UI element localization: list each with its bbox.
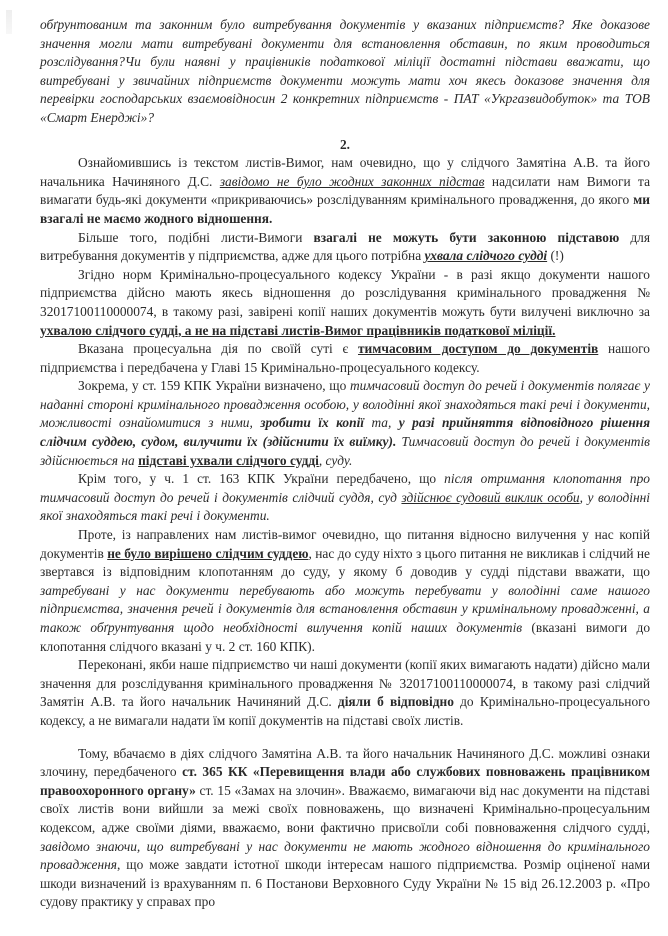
text-run: Тому, вбачаємо в діях слідчого Замятіна А.В. та його начальник Начиняного Д.С. можливі ознаки злочину, передбаченого	[40, 745, 650, 780]
intro-paragraph	[40, 16, 650, 128]
text-run: Ознайомившись із текстом листів-Вимог, нам очевидно, що у слідчого Замятіна А.В. та його начальника Начиняного Д.С.	[40, 155, 650, 189]
text-run: підставі ухвали слідчого судді	[138, 452, 319, 468]
text-run: Переконані, якби наше підприємство чи наші документи (копії яких вимагають надати) дійсно мали значення для розслідування кримінального провадження № 32017100110000074, в такому разі слідчий Замятін А.В. та його начальник Начиняний Д.С.	[40, 657, 650, 710]
text-run: обґрунтованим та законним було витребування документів у вказаних підприємств? Яке доказове значення могли мати витребувані документи для встановлення обставин, по яким проводиться розслідування?Чи були наявні у працівників податкової міліції достатні підстави вважати, що витребувані у звичайних підприємств документи можуть мати хоч якесь доказове значення для перевірки господарських взаємовідносин 2 конкретних підприємств - ПАТ «Укргазвидобуток» та ТОВ «Смарт Енерджі»?	[40, 17, 650, 125]
text-run: до Кримінально-процесуального кодексу, а не вимагали надати їм копії документів на підставі своїх листів.	[40, 694, 650, 728]
text-run: тимчасовим доступом до документів	[357, 341, 599, 357]
text-run: , що може завдати істотної шкоди інтересам нашого підприємства. Розмір оціненої нами шкоди визначений із врахуванням п. 6 Постанови Верховного Суду України № 15 від 26.12.2003 р. «Про судову практику у справах про	[40, 857, 650, 910]
text-run: взагалі не можуть бути законною підставою	[313, 229, 620, 245]
text-run: та,	[364, 415, 399, 431]
text-run: ми взагалі не маємо жодного відношення.	[40, 192, 650, 226]
text-run: після отримання клопотання про тимчасовий доступ до речей і документів слідчий суддя, суд	[40, 471, 650, 505]
text-run: діяли б відповідно	[337, 694, 454, 710]
text-run: ухвала слідчого судді	[424, 248, 548, 264]
text-run: не було вирішено слідчим суддею	[107, 545, 309, 561]
text-run: у разі прийняття відповідного рішення слідчим суддею, судом, вилучити їх (здійснити їх виїмку).	[40, 415, 651, 450]
scan-edge-mark	[6, 10, 12, 34]
paragraph-7	[40, 526, 650, 656]
text-run: (!)	[547, 248, 564, 264]
text-run: ст. 15 «Замах на злочин». Вважаємо, вимагаючи від нас документи на підставі своїх листів вони вийшли за межі своїх повноважень, що визначені Кримінально-процесуальним кодексом, адже своїми діями, вважаємо, вони фактично присвоїли собі повноваження слідчого судді,	[40, 782, 650, 835]
text-run: надсилати нам Вимоги та вимагати будь-які документи «прикриваючись» розслідуванням кримінального провадження, до якого	[40, 173, 651, 208]
paragraph-1	[40, 154, 650, 228]
paragraph-4	[40, 340, 650, 377]
text-run: , суду.	[318, 452, 353, 468]
text-run: , у володінні якої знаходяться такі речі і документи.	[40, 489, 650, 524]
paragraph-8	[40, 656, 650, 730]
text-run: затребувані у нас документи перебувають або можуть перебувати у володінні саме нашого підприємства, значення речей і документів для встановлення обставин у кримінальному провадженні, а також обґрунтування щодо необхідності вилучення копій наших документів	[40, 582, 650, 635]
text-run: здійснює судовий виклик особи	[401, 489, 580, 505]
text-run: (вказані вимоги до клопотання слідчого вказані у ч. 2 ст. 160 КПК).	[40, 620, 651, 654]
text-run: нашого підприємства і передбачена у Главі 15 Кримінально-процесуального кодексу.	[40, 341, 650, 375]
text-run: Вказана процесуальна дія по своїй суті є	[78, 341, 358, 357]
text-run: ухвалою слідчого судді, а не на підставі листів-Вимог працівників податкової міліції.	[40, 322, 556, 338]
paragraph-5	[40, 377, 650, 470]
text-run: Проте, із направлених нам листів-вимог очевидно, що питання відносно вилучення у нас копій документів	[40, 527, 650, 561]
paragraph-6	[40, 470, 650, 526]
section-number: 2.	[339, 136, 351, 152]
text-run: для витребування документів у підприємства, адже для цього потрібна	[40, 229, 650, 264]
text-run: зробити їх копії	[260, 415, 365, 431]
paragraph-3	[40, 266, 650, 340]
text-run: завідомо не було жодних законних підстав	[219, 173, 485, 189]
text-run: Зокрема, у ст. 159 КПК України визначено, що	[78, 378, 351, 394]
text-run: Крім того, у ч. 1 ст. 163 КПК України передбачено, що	[78, 471, 445, 487]
text-run: Тимчасовий доступ до речей і документів здійснюється на	[40, 434, 650, 468]
text-run: Згідно норм Кримінально-процесуального кодексу України - в разі якщо документи нашого підприємства дійсно мають якесь відношення до розслідування кримінального провадження № 32017100110000074, в такому разі, завірені копії наших документів можуть бути вилучені виключно за	[40, 266, 650, 319]
text-run: , нас до суду ніхто з цього питання не викликав і слідчий не звертався із відповідним клопотанням до суду, у якому б доводив у судді підстави вважати, що	[40, 545, 650, 580]
text-run: тимчасовий доступ до речей і документів полягає у наданні стороні кримінального провадження особою, у володінні якої знаходяться такі речі і документи, можливості ознайомитися з ними,	[40, 378, 650, 431]
text-run: Більше того, подібні листи-Вимоги	[78, 229, 314, 245]
paragraph-2	[40, 229, 650, 266]
text-run: завідомо знаючи, що витребувані у нас документи не мають жодного відношення до кримінального провадження	[40, 838, 650, 873]
paragraph-9	[40, 745, 650, 912]
text-run: ст. 365 КК «Перевищення влади або службових повноважень працівником правоохоронного органу»	[40, 764, 650, 798]
document-page	[40, 16, 650, 912]
